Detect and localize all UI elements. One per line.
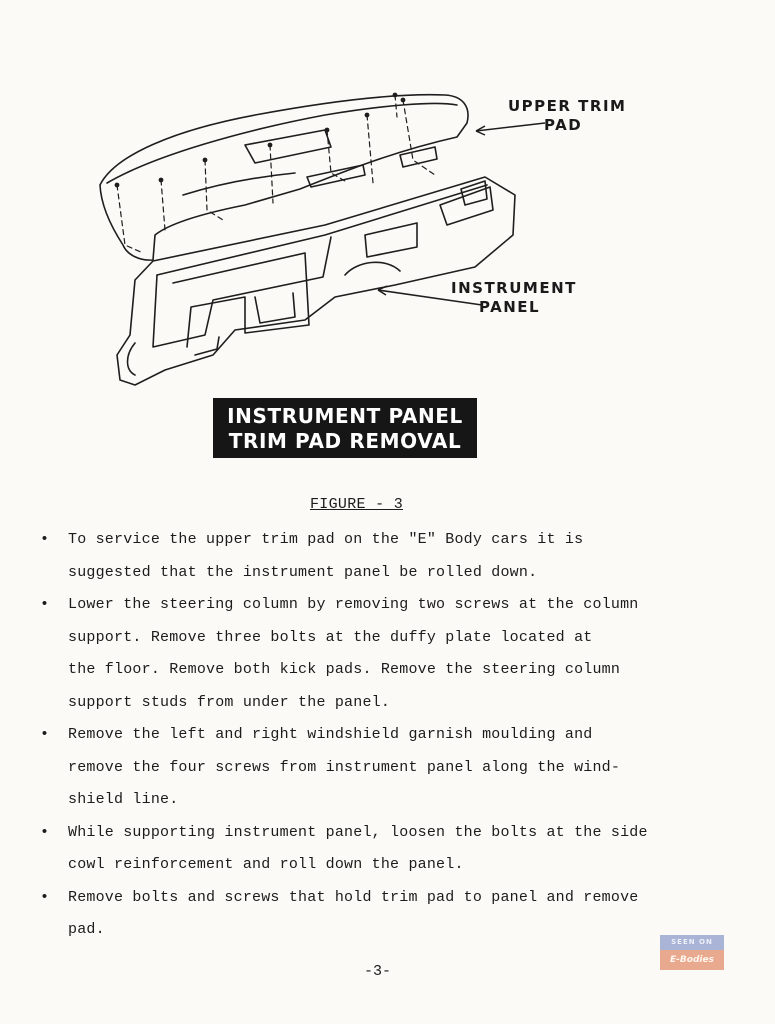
dashboard-exploded-illustration <box>95 85 525 395</box>
bullet: • <box>40 726 50 743</box>
bullet: • <box>40 596 50 613</box>
figure-title-banner <box>213 398 477 458</box>
step-text-line: Remove bolts and screws that hold trim pad to panel and remove <box>68 888 639 906</box>
banner-line: TRIM PAD REMOVAL <box>228 429 462 453</box>
step-text-line: support. Remove three bolts at the duffy plate located at <box>68 628 593 646</box>
step-text-line: Remove the left and right windshield garnish moulding and <box>68 726 593 743</box>
callout-line: PAD <box>544 116 583 134</box>
watermark-bottom: E-Bodies <box>660 950 724 970</box>
screw-markers <box>115 93 406 188</box>
instruction-step <box>36 589 726 719</box>
page-number: -3- <box>364 963 392 980</box>
upper-trim-pad-drawing <box>100 95 468 260</box>
instrument-panel-callout <box>451 279 577 317</box>
step-text-line: cowl reinforcement and roll down the panel. <box>68 856 464 873</box>
step-text-line: remove the four screws from instrument panel along the wind- <box>68 758 621 776</box>
callout-line: PANEL <box>479 298 541 316</box>
banner-line: INSTRUMENT PANEL <box>227 404 463 428</box>
instruction-step <box>36 817 726 882</box>
step-text-line: While supporting instrument panel, loosen the bolts at the side <box>68 823 648 841</box>
upper-trim-pad-callout <box>508 97 626 135</box>
bullet: • <box>40 888 50 906</box>
step-text-line: To service the upper trim pad on the "E" Body cars it is <box>68 531 584 548</box>
bullet: • <box>40 531 50 548</box>
step-text-line: the floor. Remove both kick pads. Remove the steering column <box>68 661 621 678</box>
callout-line: UPPER TRIM <box>508 97 627 115</box>
figure-caption: FIGURE - 3 <box>310 496 404 513</box>
instruction-step <box>36 524 726 589</box>
step-text-line: support studs from under the panel. <box>68 693 391 711</box>
instruction-step <box>36 882 726 947</box>
step-text-line: Lower the steering column by removing two screws at the column <box>68 596 639 613</box>
watermark-badge <box>660 935 724 973</box>
watermark-top: SEEN ON <box>660 935 724 950</box>
step-text-line: shield line. <box>68 791 179 808</box>
instruction-steps <box>36 524 726 947</box>
instruction-step <box>36 719 726 817</box>
bullet: • <box>40 823 50 841</box>
step-text-line: suggested that the instrument panel be rolled down. <box>68 563 538 581</box>
callout-line: INSTRUMENT <box>451 279 577 297</box>
step-text-line: pad. <box>68 921 105 938</box>
